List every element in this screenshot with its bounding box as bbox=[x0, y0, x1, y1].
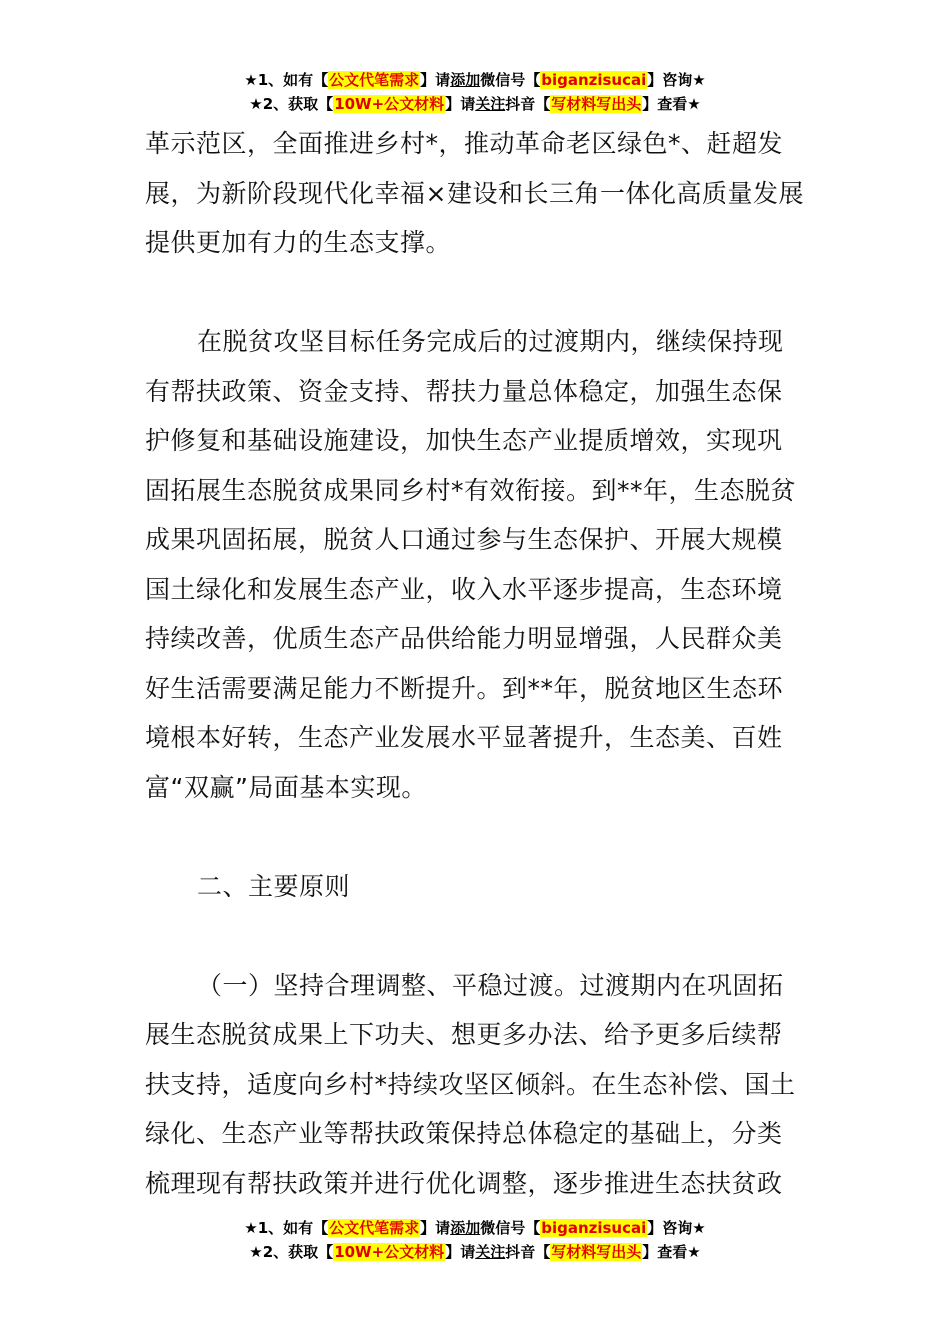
paragraph-transition-period: 在脱贫攻坚目标任务完成后的过渡期内，继续保持现有帮扶政策、资金支持、帮扶力量总体稳定，加强生态保护修复和基础设施建设，加快生态产业提质增效，实现巩固拓展生态脱贫成果同乡村*有效衔接。到**年，生态脱贫成果巩固拓展，脱贫人口通过参与生态保护、开展大规模国土绿化和发展生态产业，收入水平逐步提高，生态环境持续改善，优质生态产品供给能力明显增强，人民群众美好生活需要满足能力不断提升。到**年，脱贫地区生态环境根本好转，生态产业发展水平显著提升，生态美、百姓富“双赢”局面基本实现。 bbox=[145, 327, 797, 802]
highlight-service: 公文代笔需求 bbox=[329, 1219, 420, 1237]
highlight-service: 公文代笔需求 bbox=[329, 71, 420, 89]
section-heading: 二、主要原则 bbox=[197, 871, 351, 901]
banner-line-2: ★2、获取【10W+公文材料】请关注抖音【写材料写出头】查看★ bbox=[249, 1243, 701, 1261]
highlight-douyin-account: 写材料写出头 bbox=[551, 1243, 642, 1261]
paragraph-principle-1: （一）坚持合理调整、平稳过渡。过渡期内在巩固拓展生态脱贫成果上下功夫、想更多办法、给予更多后续帮扶支持，适度向乡村*持续攻坚区倾斜。在生态补偿、国土绿化、生态产业等帮扶政策保持总体稳定的基础上，分类梳理现有帮扶政策并进行优化调整，逐步推进生态扶贫政 bbox=[145, 970, 796, 1198]
highlight-materials: 10W+公文材料 bbox=[334, 95, 445, 113]
paragraph-continuation: 革示范区，全面推进乡村*，推动革命老区绿色*、赶超发展，为新阶段现代化幸福×建设和长三角一体化高质量发展提供更加有力的生态支撑。 bbox=[145, 129, 804, 257]
highlight-wechat-id: biganzisucai bbox=[541, 1219, 647, 1237]
highlight-wechat-id: biganzisucai bbox=[541, 71, 647, 89]
banner-line-2: ★2、获取【10W+公文材料】请关注抖音【写材料写出头】查看★ bbox=[249, 95, 701, 113]
banner-line-1: ★1、如有【公文代笔需求】请添加微信号【biganzisucai】咨询★ bbox=[244, 1219, 706, 1237]
document-body bbox=[145, 119, 807, 1208]
highlight-materials: 10W+公文材料 bbox=[334, 1243, 445, 1261]
header-banner bbox=[0, 68, 950, 116]
banner-line-1: ★1、如有【公文代笔需求】请添加微信号【biganzisucai】咨询★ bbox=[244, 71, 706, 89]
highlight-douyin-account: 写材料写出头 bbox=[551, 95, 642, 113]
footer-banner bbox=[0, 1216, 950, 1264]
